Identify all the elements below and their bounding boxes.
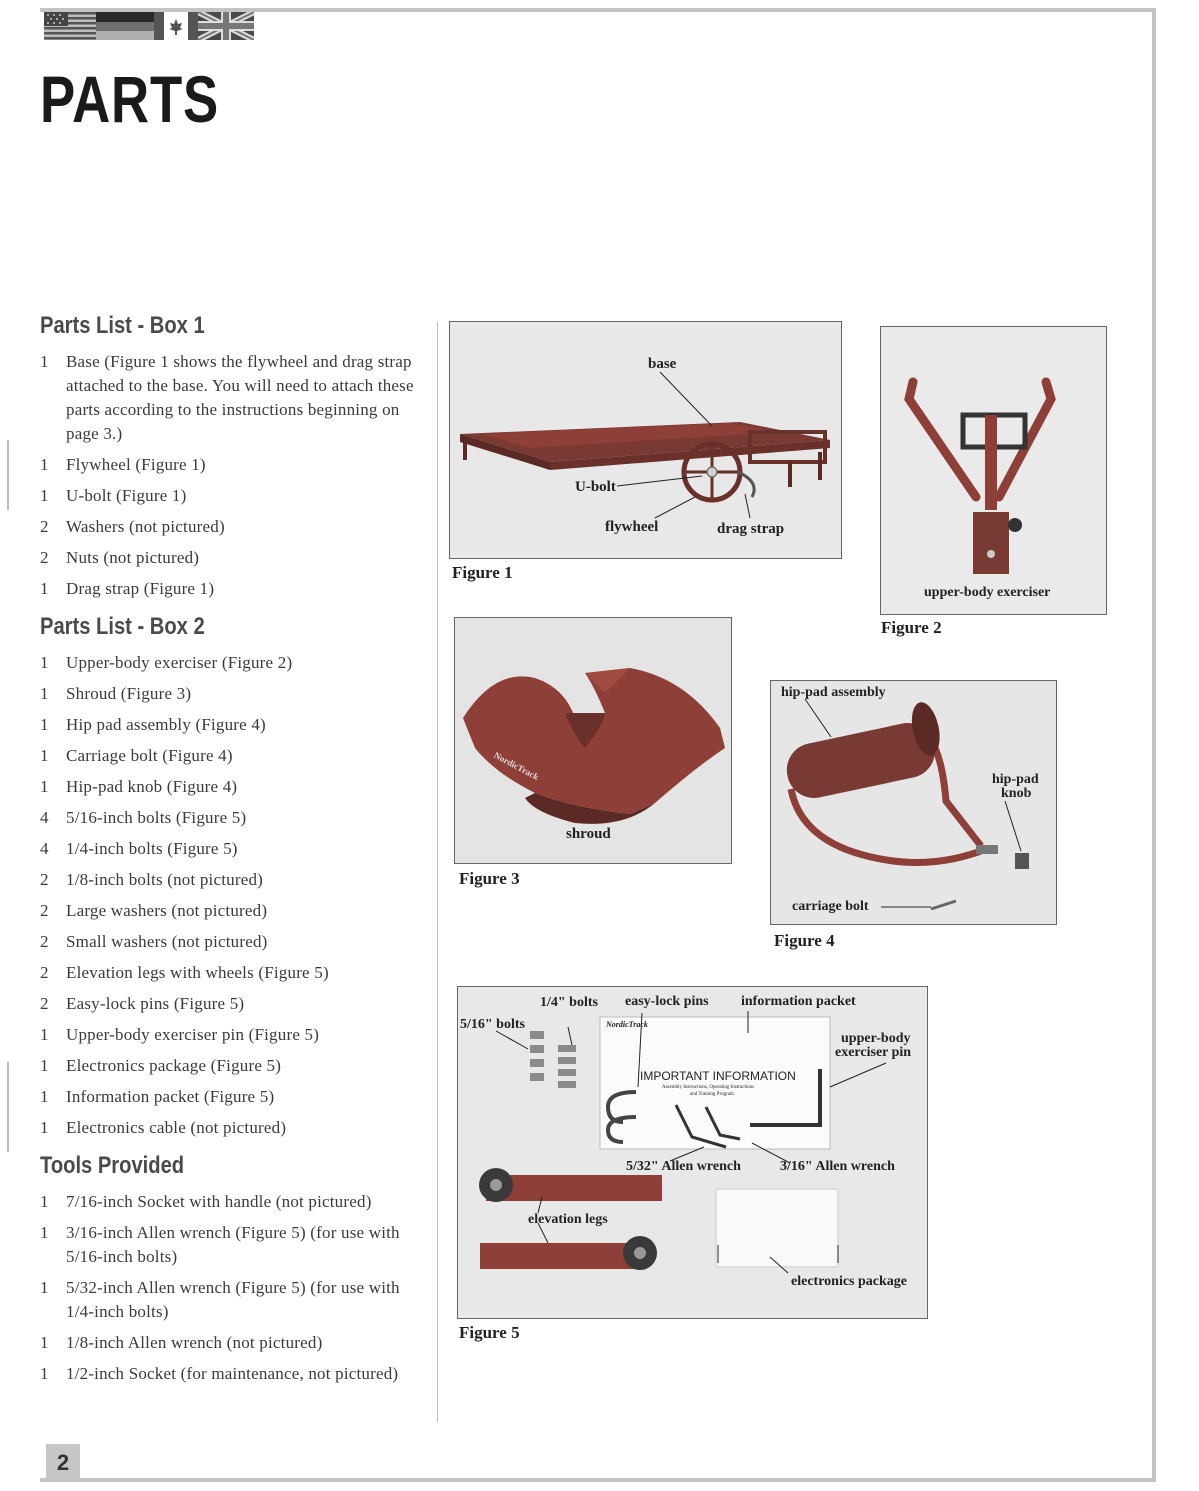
label-hip-pad-knob-line1: hip-pad [992,772,1039,787]
label-hip-pad-assembly: hip-pad assembly [781,685,886,700]
item-quantity: 1 [40,1025,49,1044]
column-divider [437,322,438,1422]
label-electronics-package: electronics package [791,1274,907,1289]
item-description: 1/8-inch bolts (not pictured) [66,870,264,889]
language-flags [44,12,254,40]
box1-heading: Parts List - Box 1 [40,312,205,339]
packet-subtitle-1: Assembly Instructions, Operating Instructions [662,1085,755,1090]
packet-subtitle-2: and Training Program [690,1092,734,1097]
figure-2-photo [880,326,1107,615]
page-frame-bottom [40,1478,1156,1482]
label-information-packet: information packet [741,994,856,1009]
figure-1-caption: Figure 1 [452,563,513,582]
item-description: Nuts (not pictured) [66,548,200,567]
item-quantity: 1 [40,579,49,598]
list-item [40,775,420,799]
label-easy-lock-pins: easy-lock pins [625,994,709,1009]
page-number: 2 [46,1444,80,1480]
label-quarter-inch-bolts: 1/4" bolts [540,995,598,1010]
item-description: Elevation legs with wheels (Figure 5) [66,963,329,982]
item-description: Washers (not pictured) [66,517,225,536]
item-description: Hip-pad knob (Figure 4) [66,777,238,796]
tools-list [40,1190,420,1386]
list-item [40,651,420,675]
box2-heading: Parts List - Box 2 [40,613,205,640]
item-description: Base (Figure 1 shows the flywheel and drag strap attached to the base. You will need to attach these parts according to the instructions beginning on page 3.) [66,352,414,443]
item-quantity: 2 [40,548,49,567]
list-item [40,837,420,861]
item-description: 1/8-inch Allen wrench (not pictured) [66,1333,323,1352]
shroud-logo: NordicTrack [492,750,541,782]
figure-5-caption: Figure 5 [459,1323,520,1342]
list-item [40,350,420,446]
list-item [40,899,420,923]
list-item [40,1023,420,1047]
list-item [40,1116,420,1140]
item-description: Upper-body exerciser pin (Figure 5) [66,1025,320,1044]
list-item [40,1085,420,1109]
label-hip-pad-knob-line2: knob [1001,786,1032,801]
list-item [40,1221,420,1269]
item-description: Electronics cable (not pictured) [66,1118,287,1137]
list-item [40,1362,420,1386]
item-description: Hip pad assembly (Figure 4) [66,715,266,734]
uk-flag-icon [198,12,254,40]
list-item [40,453,420,477]
figure-4-caption: Figure 4 [774,931,835,950]
label-upper-body-pin-line2: exerciser pin [835,1045,912,1060]
list-item [40,992,420,1016]
figure-1-photo [449,321,842,559]
item-description: U-bolt (Figure 1) [66,486,187,505]
item-description: Shroud (Figure 3) [66,684,192,703]
label-three-sixteenth-wrench: 3/16" Allen wrench [780,1159,895,1174]
item-quantity: 1 [40,1278,49,1297]
item-quantity: 1 [40,653,49,672]
parts-lists-column [40,312,420,1393]
item-description: Electronics package (Figure 5) [66,1056,282,1075]
item-quantity: 1 [40,1223,49,1242]
item-quantity: 1 [40,1333,49,1352]
list-item [40,744,420,768]
label-drag-strap: drag strap [717,521,785,537]
list-item [40,515,420,539]
list-item [40,546,420,570]
label-five-thirtysecond-wrench: 5/32" Allen wrench [626,1159,741,1174]
margin-mark [7,440,9,510]
list-item [40,930,420,954]
item-quantity: 1 [40,746,49,765]
label-base: base [648,356,677,372]
packet-title: IMPORTANT INFORMATION [640,1069,796,1083]
item-description: Upper-body exerciser (Figure 2) [66,653,293,672]
germany-flag-icon [96,12,154,40]
item-description: 1/4-inch bolts (Figure 5) [66,839,238,858]
item-description: Carriage bolt (Figure 4) [66,746,233,765]
item-description: Drag strap (Figure 1) [66,579,215,598]
item-quantity: 1 [40,1118,49,1137]
list-item [40,1190,420,1214]
item-quantity: 1 [40,777,49,796]
label-u-bolt: U-bolt [575,479,616,495]
item-quantity: 4 [40,839,49,858]
item-description: 1/2-inch Socket (for maintenance, not pictured) [66,1364,399,1383]
canada-flag-icon [154,12,198,40]
item-description: 7/16-inch Socket with handle (not pictured) [66,1192,372,1211]
item-description: 5/32-inch Allen wrench (Figure 5) (for use with 1/4-inch bolts) [66,1278,400,1321]
label-five-sixteenth-bolts: 5/16" bolts [460,1017,525,1032]
item-description: Information packet (Figure 5) [66,1087,275,1106]
figure-5-photo [457,986,928,1319]
item-description: Easy-lock pins (Figure 5) [66,994,245,1013]
list-item [40,1054,420,1078]
tools-heading: Tools Provided [40,1152,185,1179]
item-quantity: 1 [40,455,49,474]
item-quantity: 1 [40,352,49,371]
item-description: Large washers (not pictured) [66,901,268,920]
usa-flag-icon [44,12,96,40]
item-quantity: 1 [40,1364,49,1383]
item-quantity: 1 [40,684,49,703]
list-item [40,484,420,508]
upper-body-exerciser-illustration [881,327,1106,614]
page-title: PARTS [40,62,220,136]
item-quantity: 1 [40,1087,49,1106]
item-description: Flywheel (Figure 1) [66,455,206,474]
item-quantity: 1 [40,1056,49,1075]
label-carriage-bolt: carriage bolt [792,899,869,914]
item-quantity: 4 [40,808,49,827]
item-quantity: 2 [40,517,49,536]
box1-parts-list [40,350,420,601]
box2-parts-list [40,651,420,1140]
item-quantity: 1 [40,486,49,505]
list-item [40,806,420,830]
figure-2-caption: Figure 2 [881,618,942,637]
list-item [40,1276,420,1324]
list-item [40,961,420,985]
label-shroud: shroud [566,826,611,842]
item-quantity: 2 [40,994,49,1013]
list-item [40,682,420,706]
list-item [40,1331,420,1355]
item-quantity: 2 [40,901,49,920]
label-upper-body-exerciser: upper-body exerciser [924,585,1051,600]
margin-mark [7,1062,9,1152]
figure-3-photo [454,617,732,864]
list-item [40,713,420,737]
item-quantity: 1 [40,715,49,734]
label-elevation-legs: elevation legs [528,1212,608,1227]
item-quantity: 1 [40,1192,49,1211]
list-item [40,577,420,601]
packet-brand: NordicTrack [606,1020,648,1029]
item-quantity: 2 [40,932,49,951]
page-frame-right [1152,8,1156,1482]
item-quantity: 2 [40,870,49,889]
label-flywheel: flywheel [605,519,659,535]
figure-3-caption: Figure 3 [459,869,520,888]
label-upper-body-pin-line1: upper-body [841,1031,911,1046]
item-quantity: 2 [40,963,49,982]
item-description: 3/16-inch Allen wrench (Figure 5) (for use with 5/16-inch bolts) [66,1223,400,1266]
hip-pad-illustration [771,681,1056,924]
item-description: 5/16-inch bolts (Figure 5) [66,808,247,827]
figure-4-photo [770,680,1057,925]
item-description: Small washers (not pictured) [66,932,268,951]
list-item [40,868,420,892]
